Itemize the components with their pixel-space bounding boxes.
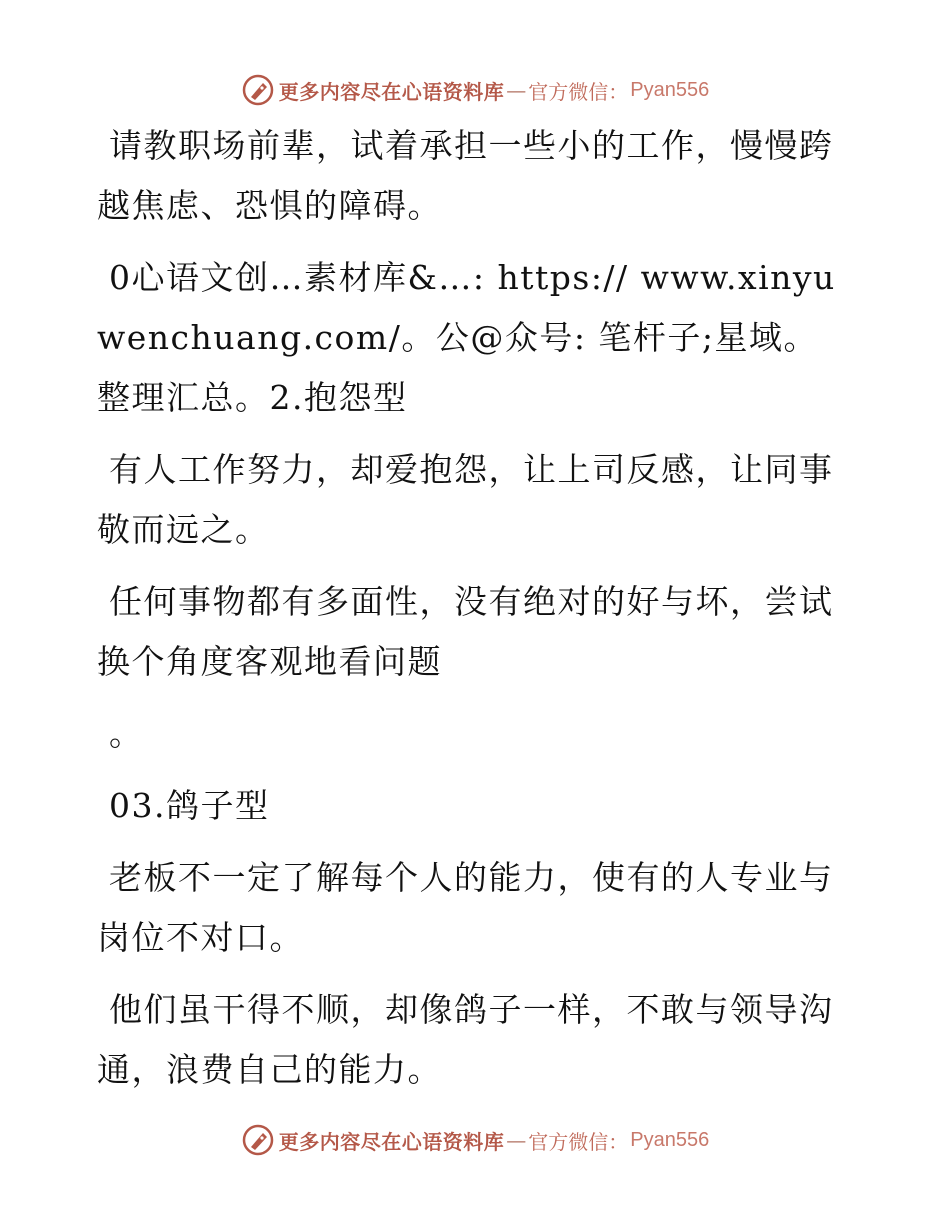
footer-wechat-id: Pyan556 [630,1128,710,1151]
document-body [97,116,837,1112]
paragraph-2: 0心语文创…素材库&…: https:// www.xinyuwenchuang.com/。公@众号: 笔杆子;星域。整理汇总。2.抱怨型 [97,258,836,417]
header-separator: — [506,78,527,102]
paragraph-3: 有人工作努力，却爱抱怨，让上司反感，让同事敬而远之。 [97,450,834,549]
paragraph-4: 任何事物都有多面性，没有绝对的好与坏，尝试换个角度客观地看问题 [97,582,834,681]
footer-banner [0,1120,950,1160]
footer-brand-text: 更多内容尽在心语资料库 [278,1129,505,1154]
paragraph-1: 请教职场前辈，试着承担一些小的工作，慢慢跨越焦虑、恐惧的障碍。 [97,126,834,225]
header-banner [0,70,950,110]
section-heading: 03.鸽子型 [109,786,270,825]
paragraph-7: 他们虽干得不顺，却像鸽子一样，不敢与领导沟通，浪费自己的能力。 [97,990,834,1089]
pen-nib-logo-icon [241,73,275,107]
pen-nib-logo-icon [241,1123,275,1157]
paragraph-5: 。 [109,714,144,753]
footer-wechat-label: 官方微信： [528,1129,629,1154]
footer-separator: — [506,1128,527,1152]
header-wechat-id: Pyan556 [630,78,710,101]
header-wechat-label: 官方微信： [528,79,629,104]
paragraph-6: 老板不一定了解每个人的能力，使有的人专业与岗位不对口。 [97,858,834,957]
header-brand-text: 更多内容尽在心语资料库 [278,79,505,104]
